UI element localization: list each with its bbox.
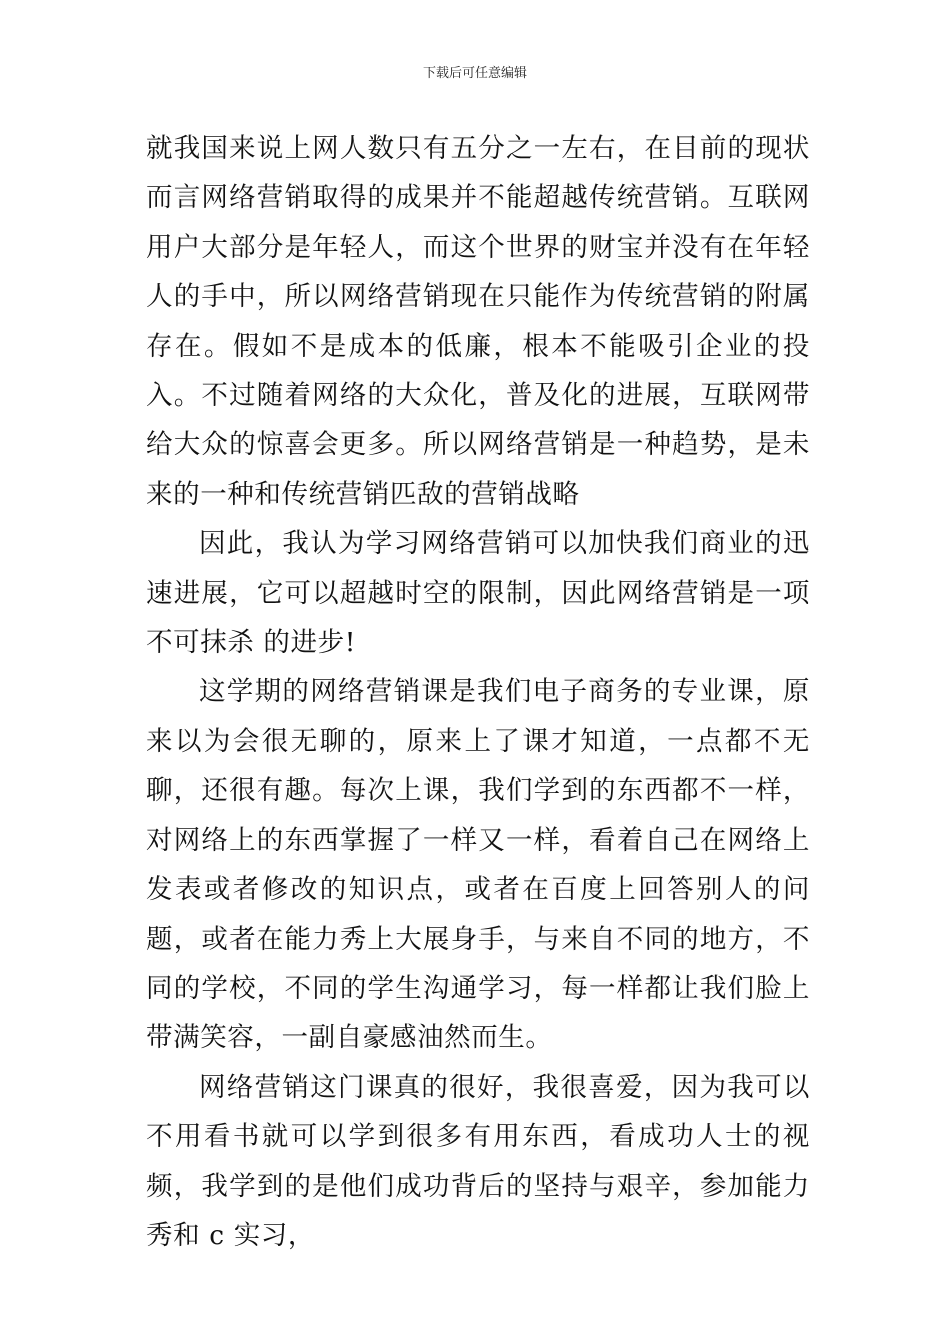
- paragraph-3: 这学期的网络营销课是我们电子商务的专业课，原来以为会很无聊的，原来上了课才知道，一点都不无聊，还很有趣。每次上课，我们学到的东西都不一样，对网络上的东西掌握了一样又一样，看着自己在网络上发表或者修改的知识点，或者在百度上回答别人的问题，或者在能力秀上大展身手，与来自不同的地方，不同的学校，不同的学生沟通学习，每一样都让我们脸上带满笑容，一副自豪感油然而生。: [146, 676, 810, 1054]
- paragraph-2: 因此，我认为学习网络营销可以加快我们商业的迅速进展，它可以超越时空的限制，因此网络营销是一项不可抹杀 的进步!: [146, 528, 810, 659]
- paragraph-1: 就我国来说上网人数只有五分之一左右，在目前的现状而言网络营销取得的成果并不能超越传统营销。互联网用户大部分是年轻人，而这个世界的财宝并没有在年轻人的手中，所以网络营销现在只能作为传统营销的附属存在。假如不是成本的低廉，根本不能吸引企业的投入。不过随着网络的大众化，普及化的进展，互联网带给大众的惊喜会更多。所以网络营销是一种趋势，是未来的一种和传统营销匹敌的营销战略: [146, 133, 810, 510]
- document-body: [146, 124, 810, 1260]
- paragraph-4: 网络营销这门课真的很好，我很喜爱，因为我可以不用看书就可以学到很多有用东西，看成功人士的视频，我学到的是他们成功背后的坚持与艰辛，参加能力秀和 c 实习，: [146, 1071, 810, 1251]
- page-header: 下载后可任意编辑: [422, 66, 527, 81]
